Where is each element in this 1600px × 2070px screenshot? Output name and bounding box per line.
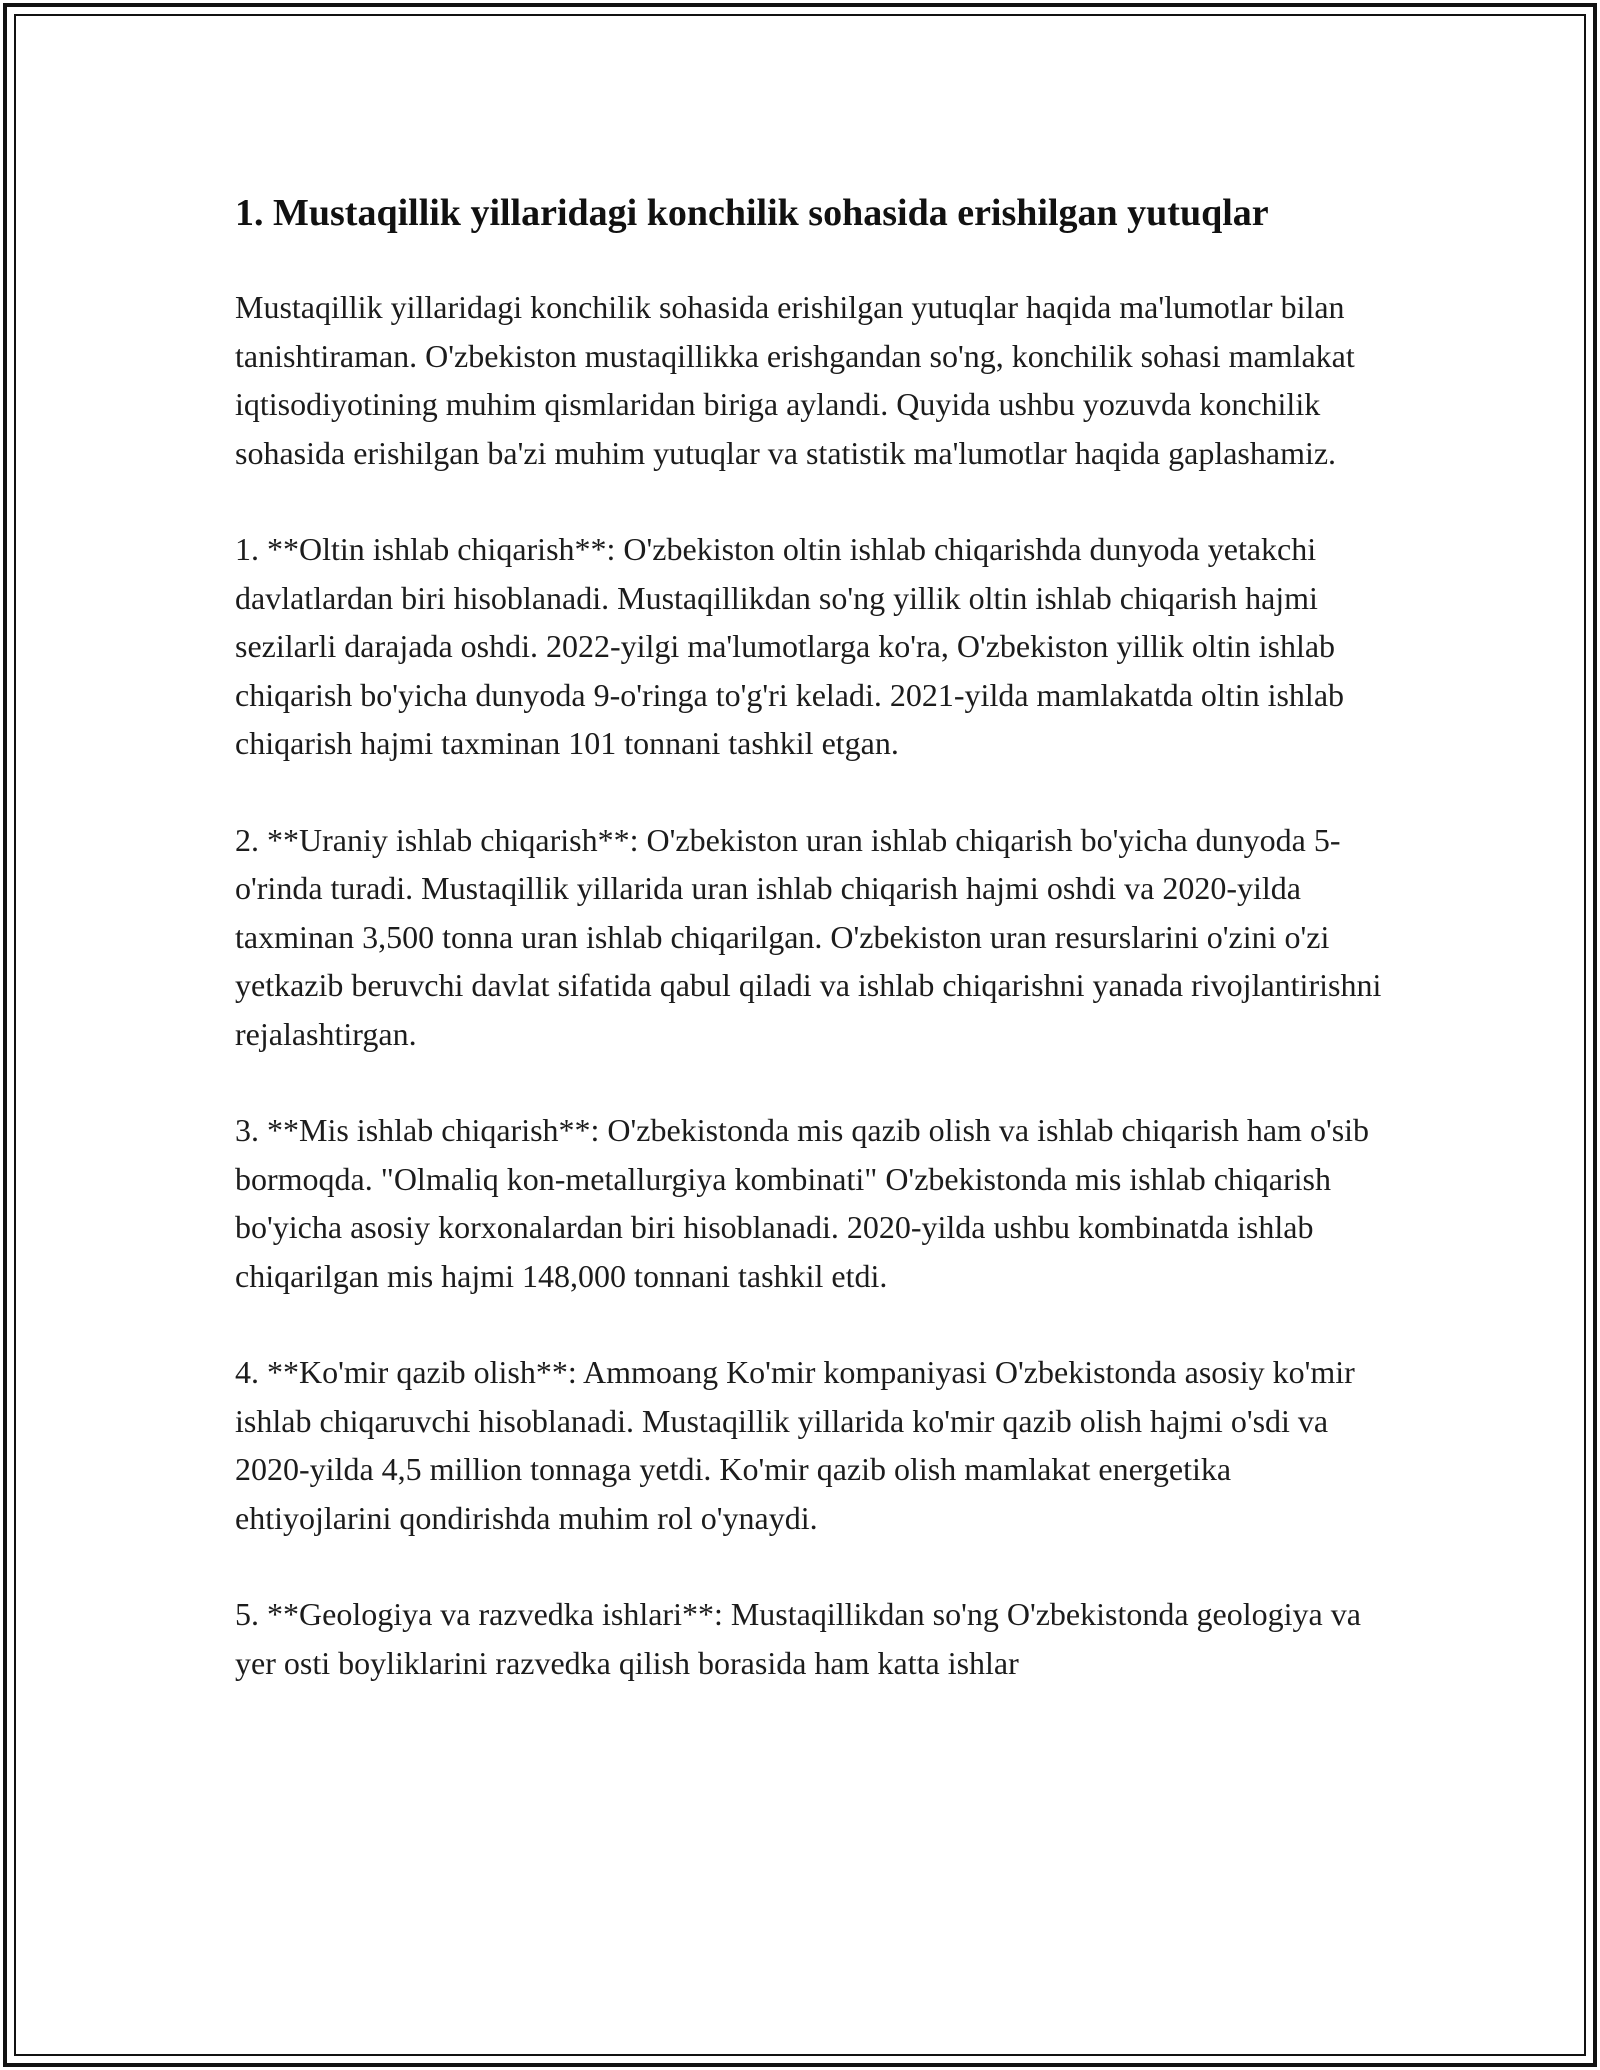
paragraph-geology-exploration: 5. **Geologiya va razvedka ishlari**: Mustaqillikdan so'ng O'zbekistonda geologiya va yer osti boyliklarini razvedka qilish borasida ham katta ishlar: [235, 1596, 1361, 1681]
paragraph-copper-production: 3. **Mis ishlab chiqarish**: O'zbekistonda mis qazib olish va ishlab chiqarish ham o'sib bormoqda. "Olmaliq kon-metallurgiya kombinati" O'zbekistonda mis ishlab chiqarish bo'yicha asosiy korxonalardan biri hisoblanadi. 2020-yilda ushbu kombinatda ishlab chiqarilgan mis hajmi 148,000 tonnani tashkil etdi.: [235, 1112, 1370, 1294]
paragraph-gold-production: 1. **Oltin ishlab chiqarish**: O'zbekiston oltin ishlab chiqarishda dunyoda yetakchi davlatlardan biri hisoblanadi. Mustaqillikdan so'ng yillik oltin ishlab chiqarish hajmi sezilarli darajada oshdi. 2022-yilgi ma'lumotlarga ko'ra, O'zbekiston yillik oltin ishlab chiqarish bo'yicha dunyoda 9-o'ringa to'g'ri keladi. 2021-yilda mamlakatda oltin ishlab chiqarish hajmi taxminan 101 tonnani tashkil etgan.: [235, 531, 1345, 761]
intro-paragraph: Mustaqillik yillaridagi konchilik sohasida erishilgan yutuqlar haqida ma'lumotlar bilan tanishtiraman. O'zbekiston mustaqillikka erishgandan so'ng, konchilik sohasi mamlakat iqtisodiyotining muhim qismlaridan biriga aylandi. Quyida ushbu yozuvda konchilik sohasida erishilgan ba'zi muhim yutuqlar va statistik ma'lumotlar haqida gaplashamiz.: [235, 289, 1355, 471]
paragraph-coal-mining: 4. **Ko'mir qazib olish**: Ammoang Ko'mir kompaniyasi O'zbekistonda asosiy ko'mir ishlab chiqaruvchi hisoblanadi. Mustaqillik yillarida ko'mir qazib olish hajmi o'sdi va 2020-yilda 4,5 million tonnaga yetdi. Ko'mir qazib olish mamlakat energetika ehtiyojlarini qondirishda muhim rol o'ynaydi.: [235, 1354, 1355, 1536]
document-body: [235, 186, 1385, 1735]
paragraph-uranium-production: 2. **Uraniy ishlab chiqarish**: O'zbekiston uran ishlab chiqarish bo'yicha dunyoda 5-o'rinda turadi. Mustaqillik yillarida uran ishlab chiqarish hajmi oshdi va 2020-yilda taxminan 3,500 tonna uran ishlab chiqarilgan. O'zbekiston uran resurslarini o'zini o'zi yetkazib beruvchi davlat sifatida qabul qiladi va ishlab chiqarishni yanada rivojlantirishni rejalashtirgan.: [235, 821, 1382, 1052]
document-title: 1. Mustaqillik yillaridagi konchilik sohasida erishilgan yutuqlar: [235, 192, 1269, 234]
